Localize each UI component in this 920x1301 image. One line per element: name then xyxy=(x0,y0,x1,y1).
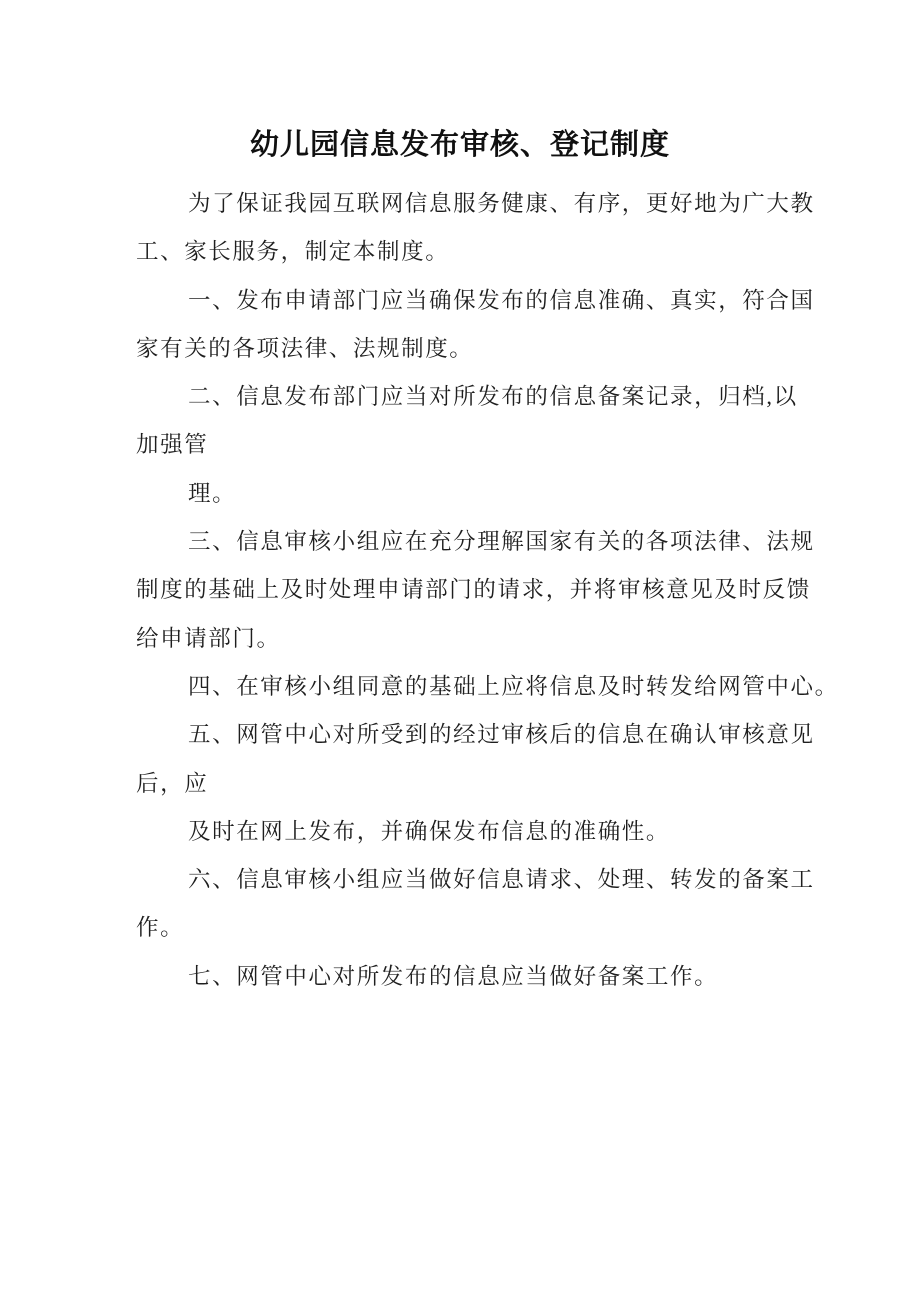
text-line: 工、家长服务，制定本制度。 xyxy=(136,239,450,265)
text-line: 给申请部门。 xyxy=(136,625,281,651)
text-line: 七、网管中心对所发布的信息应当做好备案工作。 xyxy=(188,963,719,989)
text-line: 四、在审核小组同意的基础上应将信息及时转发给网管中心。 xyxy=(188,673,839,699)
text-line: 理。 xyxy=(188,480,237,506)
text-line: 五、网管中心对所受到的经过审核后的信息在确认审核意见 xyxy=(188,722,815,748)
text-line: 二、信息发布部门应当对所发布的信息备案记录，归档,以 xyxy=(188,384,798,410)
text-line: 三、信息审核小组应在充分理解国家有关的各项法律、法规 xyxy=(188,529,815,555)
text-line: 制度的基础上及时处理申请部门的请求，并将审核意见及时反馈 xyxy=(136,577,811,603)
text-line: 一、发布申请部门应当确保发布的信息准确、真实，符合国 xyxy=(188,287,815,313)
text-line: 家有关的各项法律、法规制度。 xyxy=(136,335,474,361)
document-title: 幼儿园信息发布审核、登记制度 xyxy=(249,129,670,161)
text-line: 后，应 xyxy=(136,770,209,796)
text-line: 为了保证我园互联网信息服务健康、有序，更好地为广大教 xyxy=(188,191,815,216)
text-line: 及时在网上发布，并确保发布信息的准确性。 xyxy=(188,818,671,844)
text-line: 六、信息审核小组应当做好信息请求、处理、转发的备案工 xyxy=(188,867,815,893)
document-body xyxy=(136,180,839,1001)
text-line: 作。 xyxy=(136,915,185,941)
text-line: 加强管 xyxy=(136,432,209,458)
